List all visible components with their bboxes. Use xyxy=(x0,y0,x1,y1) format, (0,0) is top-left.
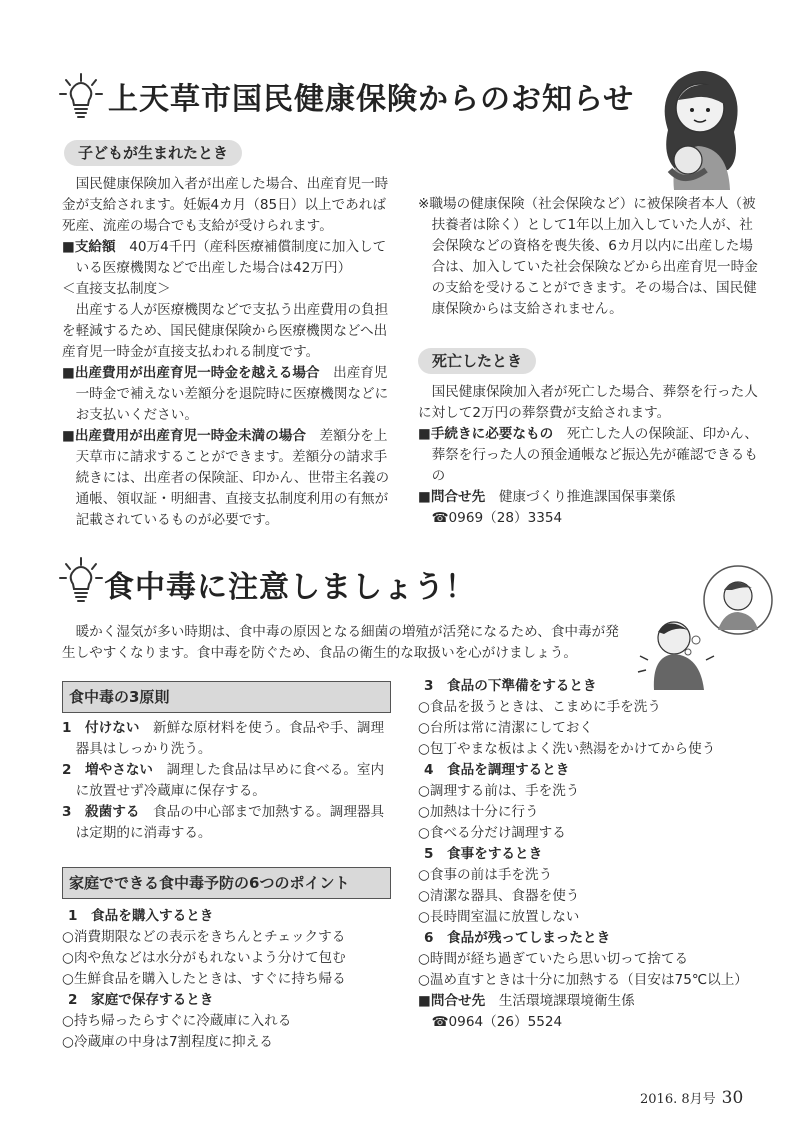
point-title: 3 食品の下準備をするとき xyxy=(424,678,597,694)
needs-text: 死亡した人の保険証、印かん、葬祭を行った人の預金通帳など振込先が確認できるもの xyxy=(431,426,758,484)
birth-heading: 子どもが生まれたとき xyxy=(64,140,242,166)
point-title: 1 食品を購入するとき xyxy=(68,908,214,924)
death-column xyxy=(418,382,758,529)
points-heading: 家庭でできる食中毒予防の6つのポイント xyxy=(62,867,391,899)
amount-label: ■支給額 xyxy=(62,239,116,255)
principles-heading: 食中毒の3原則 xyxy=(62,681,391,713)
issue-label: 2016. 8月号 xyxy=(640,1092,716,1107)
list-item: ○消費期限などの表示をきちんとチェックする xyxy=(62,929,346,945)
birth-right-column xyxy=(418,194,758,320)
list-item: ○長時間室温に放置しない xyxy=(418,909,580,925)
page-number: 30 xyxy=(721,1088,744,1108)
list-item: ○清潔な器具、食器を使う xyxy=(418,888,580,904)
food-poisoning-intro: 暖かく湿気が多い時期は、食中毒の原因となる細菌の増殖が活発になるため、食中毒が発生しやすくなります。食中毒を防ぐため、食品の衛生的な取扱いを心がけましょう。 xyxy=(62,624,619,661)
contact-phone: ☎0964（26）5524 xyxy=(431,1014,563,1030)
over-label: ■出産費用が出産育児一時金を越える場合 xyxy=(62,365,320,381)
under-text: 差額分を上天草市に請求することができます。差額分の請求手続きには、出産者の保険証、印かん、世帯主名義の通帳、領収証・明細書、直接支払制度利用の有無が記載されているものが必要です。 xyxy=(75,428,390,528)
direct-payment-heading: ＜直接支払制度＞ xyxy=(62,281,171,297)
page-title: 上天草市国民健康保険からのお知らせ xyxy=(108,82,635,117)
list-item: ○温め直すときは十分に加熱する（目安は75℃以上） xyxy=(418,972,748,988)
list-item: ○生鮮食品を購入したときは、すぐに持ち帰る xyxy=(62,971,346,987)
list-item: ○食べる分だけ調理する xyxy=(418,825,566,841)
list-item: ○持ち帰ったらすぐに冷蔵庫に入れる xyxy=(62,1013,292,1029)
direct-payment-text: 出産する人が医療機関などで支払う出産費用の負担を軽減するため、国民健康保険から医療機関などへ出産育児一時金が直接支払われる制度です。 xyxy=(62,302,389,360)
page-footer xyxy=(640,1088,743,1110)
lightbulb-icon xyxy=(58,556,104,604)
list-item: ○食事の前は手を洗う xyxy=(418,867,553,883)
needs-label: ■手続きに必要なもの xyxy=(418,426,554,442)
point-title: 4 食品を調理するとき xyxy=(424,762,570,778)
sick-boy-illustration xyxy=(634,560,774,690)
list-item: 2 増やさない 調理した食品は早めに食べる。室内に放置せず冷蔵庫に保存する。 xyxy=(62,762,385,799)
contact-label: ■問合せ先 xyxy=(418,993,486,1009)
under-label: ■出産費用が出産育児一時金未満の場合 xyxy=(62,428,306,444)
list-item: ○台所は常に清潔にしておく xyxy=(418,720,593,736)
principles-list xyxy=(62,718,392,844)
list-item: ○時間が経ち過ぎていたら思い切って捨てる xyxy=(418,951,689,967)
points-right-column xyxy=(418,676,758,1033)
point-title: 2 家庭で保存するとき xyxy=(68,992,214,1008)
death-heading: 死亡したとき xyxy=(418,348,536,374)
list-item: ○肉や魚などは水分がもれないよう分けて包む xyxy=(62,950,346,966)
contact-label: ■問合せ先 xyxy=(418,489,486,505)
list-item: 3 殺菌する 食品の中心部まで加熱する。調理器具は定期的に消毒する。 xyxy=(62,804,385,841)
point-title: 5 食事をするとき xyxy=(424,846,543,862)
list-item: ○食品を扱うときは、こまめに手を洗う xyxy=(418,699,661,715)
list-item: ○調理する前は、手を洗う xyxy=(418,783,580,799)
lightbulb-icon xyxy=(58,72,104,120)
points-left-column xyxy=(62,906,398,1053)
amount-text: 40万4千円（産科医療補償制度に加入している医療機関などで出産した場合は42万円） xyxy=(75,239,387,276)
contact-phone: ☎0969（28）3354 xyxy=(431,510,563,526)
birth-left-column xyxy=(62,174,394,531)
list-item: ○加熱は十分に行う xyxy=(418,804,539,820)
point-title: 6 食品が残ってしまったとき xyxy=(424,930,611,946)
social-insurance-note: ※職場の健康保険（社会保険など）に被保険者本人（被扶養者は除く）として1年以上加入していた人が、社会保険などの資格を喪失後、6カ月以内に出産した場合は、加入していた社会保険などから出産育児一時金の支給を受けることができます。その場合は、国民健康保険からは支給されません。 xyxy=(418,196,758,317)
death-intro: 国民健康保険加入者が死亡した場合、葬祭を行った人に対して2万円の葬祭費が支給されます。 xyxy=(418,384,758,421)
contact-text: 生活環境課環境衛生係 xyxy=(498,993,635,1009)
mother-baby-illustration xyxy=(648,60,752,190)
list-item: ○包丁やまな板はよく洗い熱湯をかけてから使う xyxy=(418,741,716,757)
birth-intro: 国民健康保険加入者が出産した場合、出産育児一時金が支給されます。妊娠4カ月（85日）以上であれば死産、流産の場合でも支給が受けられます。 xyxy=(62,176,389,234)
over-text: 出産育児一時金で補えない差額分を退院時に医療機関などにお支払いください。 xyxy=(75,365,389,423)
list-item: 1 付けない 新鮮な原材料を使う。食品や手、調理器具はしっかり洗う。 xyxy=(62,720,385,757)
section-title: 食中毒に注意しましょう！ xyxy=(104,570,476,605)
contact-text: 健康づくり推進課国保事業係 xyxy=(498,489,676,505)
list-item: ○冷蔵庫の中身は7割程度に抑える xyxy=(62,1034,273,1050)
